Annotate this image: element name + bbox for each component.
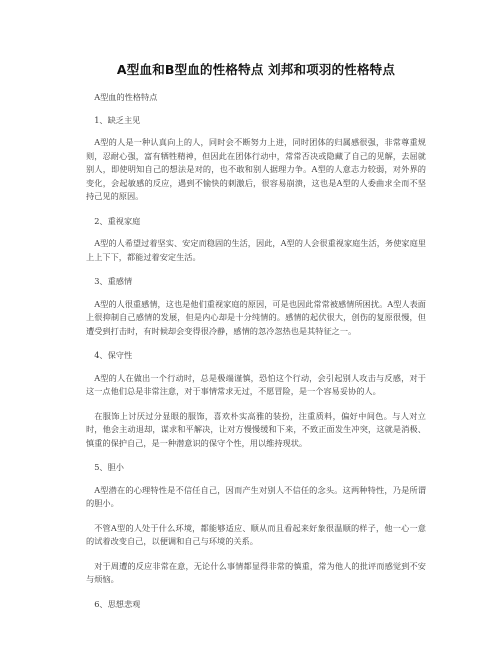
section-heading-1: 1、缺乏主见 bbox=[94, 114, 141, 125]
section-5-paragraph-2: 不管A型的人处于什么环境，都能够适应、顺从而且看起来好象很温顺的样子，他一心一意的试着改变自己，以便调和自己与环境的关系。 bbox=[86, 522, 426, 546]
section-5-paragraph-3: 对于周遭的反应非常在意，无论什么事情都显得非常的慎重，常为他人的批评而感觉到不安与烦恼。 bbox=[86, 560, 426, 584]
page-title: A型血和B型血的性格特点 刘邦和项羽的性格特点 bbox=[116, 62, 396, 77]
section-4-paragraph-2: 在服饰上讨厌过分显眼的服饰，喜欢朴实高雅的装扮，注重质料，偏好中间色。与人对立时，他会主动退却，谋求和平解决，让对方慢慢缓和下来，不致正面发生冲突，这就是消极、慎重的保护自己，是一种潜意识的保守个性，用以维持现状。 bbox=[86, 410, 426, 448]
section-heading-5: 5、胆小 bbox=[94, 462, 124, 472]
section-2-paragraph-1: A型的人希望过着坚实、安定而稳固的生活，因此，A型的人会很重视家庭生活，务使家庭里上上下下，都能过着安定生活。 bbox=[86, 238, 426, 262]
section-heading-4: 4、保守性 bbox=[94, 350, 133, 360]
intro-heading: A型血的性格特点 bbox=[94, 92, 158, 102]
section-5-paragraph-1: A型潜在的心理特性是不信任自己，因而产生对别人不信任的念头。这两种特性，乃是所谓的胆小。 bbox=[86, 484, 426, 508]
section-heading-3: 3、重感情 bbox=[94, 276, 133, 286]
section-heading-2: 2、重视家庭 bbox=[94, 215, 141, 226]
section-3-paragraph-1: A型的人很重感情，这也是他们重视家庭的原因，可是也因此常常被感情所困扰。A型人表面上很抑制自己感情的发展，但是内心却是十分纯情的。感情的起伏很大，创伤的复原很慢，但遭受到打击时，有时候却会变得很冷静，感情的忽冷忽热也是其特征之一。 bbox=[86, 298, 426, 336]
section-1-paragraph-1: A型的人是一种认真向上的人，同时会不断努力上进，同时团体的归属感很强，非常尊重规则，忍耐心强，富有牺牲精神，但因此在团体行动中，常常否决或隐藏了自己的见解，去屈就别人，即使明知自己的想法是对的，也不敢和别人据理力争。A型的人意志力较弱，对外界的变化，会起敏感的反应，遇到不愉快的刺激后，很容易崩溃，这也是A型的人委曲求全而不坚持己见的原因。 bbox=[86, 137, 426, 201]
section-heading-6: 6、思想悲观 bbox=[94, 598, 141, 609]
section-4-paragraph-1: A型的人在做出一个行动时，总是极端谨慎，恐怕这个行动，会引起别人攻击与反感，对于这一点他们总是非常注意，对于事情常求无过，不愿冒险，是一个容易妥协的人。 bbox=[86, 372, 426, 396]
